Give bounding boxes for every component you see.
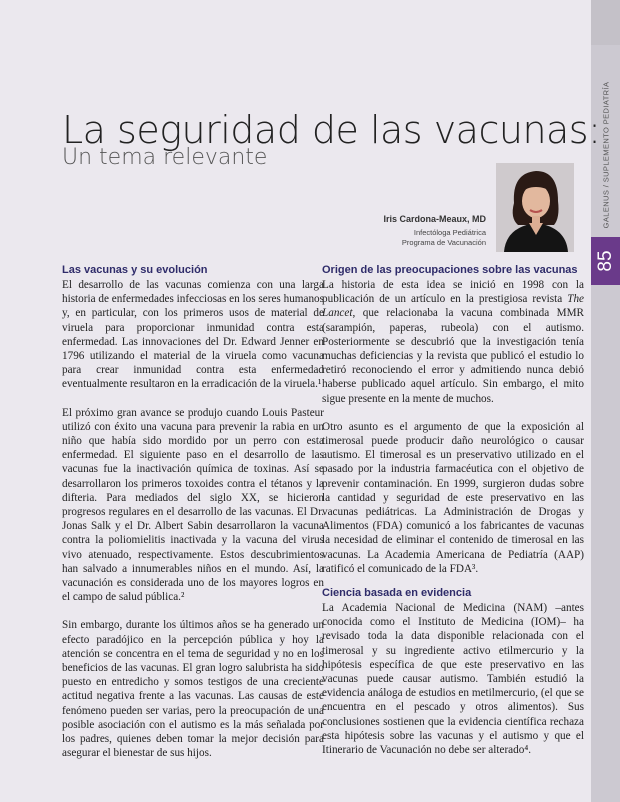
section-heading-origin: Origen de las preocupaciones sobre las vacunas — [322, 264, 578, 276]
origin-paragraph-2: Otro asunto es el argumento de que la exposición al timerosal puede producir daño neurológico o causar autismo. El timerosal es un preservativo utilizado en el pasado por la industria farmacéutica con el objetivo de prevenir contaminación. En 1999, surgieron dudas sobre la cantidad y seguridad de este preservativo en las vacunas pediátricas. La Administración de Drogas y Alimentos (FDA) comunicó a los fabricantes de vacunas la necesidad de eliminar el contenido de timerosal en las vacunas. La Academia Americana de Pediatría (AAP) ratificó el comunicado de la FDA³. — [322, 420, 584, 575]
origin-paragraph-1 — [322, 278, 584, 406]
author-portrait-image — [496, 163, 574, 252]
author-role-line2: Programa de Vacunación — [401, 238, 486, 247]
section-heading-science: Ciencia basada en evidencia — [322, 587, 472, 600]
author-name: Iris Cardona-Meaux, MD — [383, 214, 486, 224]
journal-name: The Lancet — [322, 293, 584, 320]
evolution-paragraph-1: El desarrollo de las vacunas comienza con una larga historia de enfermedades infecciosas en los seres humanos y, en particular, con los primeros usos de material de viruela para proporcionar inmunidad contra esta enfermedad. Las innovaciones del Dr. Edward Jenner en 1796 utilizando el material de la viruela como vacuna para crear inmunidad contra esta enfermedad eventualmente resultaron en la erradicación de la viruela.¹ — [62, 279, 324, 391]
author-role-line1: Infectóloga Pediátrica — [413, 228, 486, 237]
section-heading-evolution: Las vacunas y su evolución — [62, 264, 208, 276]
publication-label — [591, 60, 620, 250]
article-subtitle: Un tema relevante — [62, 145, 268, 170]
origin-p1-after: , que relacionaba la vacuna combinada MMR (sarampión, paperas, rubeola) con el autismo. Posteriormente se descubrió que la investigación tenía muchas deficiencias y la revista que publicó el estudio lo retiró reconociendo el error y admitiendo nunca debió haberse publicado aquel artículo. Sin embargo, el mito sigue presente en la mente de muchos. — [322, 307, 584, 405]
article-title: La seguridad de las vacunas: — [62, 108, 601, 152]
author-role — [383, 228, 486, 248]
publication-text: GALENUS / SUPLEMENTO PEDIATRÍA — [601, 81, 610, 229]
author-block — [383, 214, 486, 248]
evolution-paragraph-3: Sin embargo, durante los últimos años se ha generado un efecto paradójico en la percepción pública y hoy la atención se concentra en el tema de seguridad y no en los beneficios de las vacunas. El gran logro salubrista ha sido puesto en entredicho y somos testigos de una creciente actitud negativa frente a las vacunas. Las causas de este fenómeno pueden ser varias, pero la preocupación de una posible asociación con el autismo es la más señalada por los padres, quienes deben tomar la mejor decisión para asegurar el bienestar de sus hijos. — [62, 619, 324, 760]
sidebar-top-block — [591, 0, 620, 45]
left-column — [62, 263, 324, 761]
author-photo — [496, 163, 574, 252]
page-number-tab — [591, 237, 620, 285]
evolution-paragraph-2: El próximo gran avance se produjo cuando Louis Pasteur utilizó con éxito una vacuna para prevenir la rabia en un niño que había sido mordido por un perro con esta enfermedad. El siguiente paso en el desarrollo de las vacunas fue la inactivación química de toxinas. Así se desarrollaron los primeros toxoides contra el tétanos y la difteria. Para mediados del siglo XX, se hicieron progresos regulares en el desarrollo de las vacunas. El Dr. Jonas Salk y el Dr. Albert Sabin desarrollaron la vacuna contra la poliomielitis inactivada y la vacuna del virus vivo atenuado, respectivamente. Estos descubrimientos han salvado a innumerables niños en el mundo. Así, la vacunación es considerada uno de los mayores logros en el campo de salud pública.² — [62, 406, 324, 604]
origin-p1-before: La historia de esta idea se inició en 1998 con la publicación de un artículo en la prestigiosa revista — [322, 279, 584, 306]
science-paragraph-1: La Academia Nacional de Medicina (NAM) –antes conocida como el Instituto de Medicina (IOM)– ha revisado toda la data disponible relacionada con el timerosal y su ingrediente activo etilmercurio y la hipótesis específica de que este preservativo en las vacunas puede causar autismo. También estudió la evidencia análoga de estudios en metilmercurio, (el que se encuentra en el pescado y otros alimentos). Sus conclusiones sostienen que la evidencia científica rechaza esta hipótesis sobre las vacunas y el autismo y que el Itinerario de Vacunación no debe ser alterado⁴. — [322, 602, 584, 757]
right-column — [322, 263, 584, 757]
page-number: 85 — [594, 250, 616, 272]
